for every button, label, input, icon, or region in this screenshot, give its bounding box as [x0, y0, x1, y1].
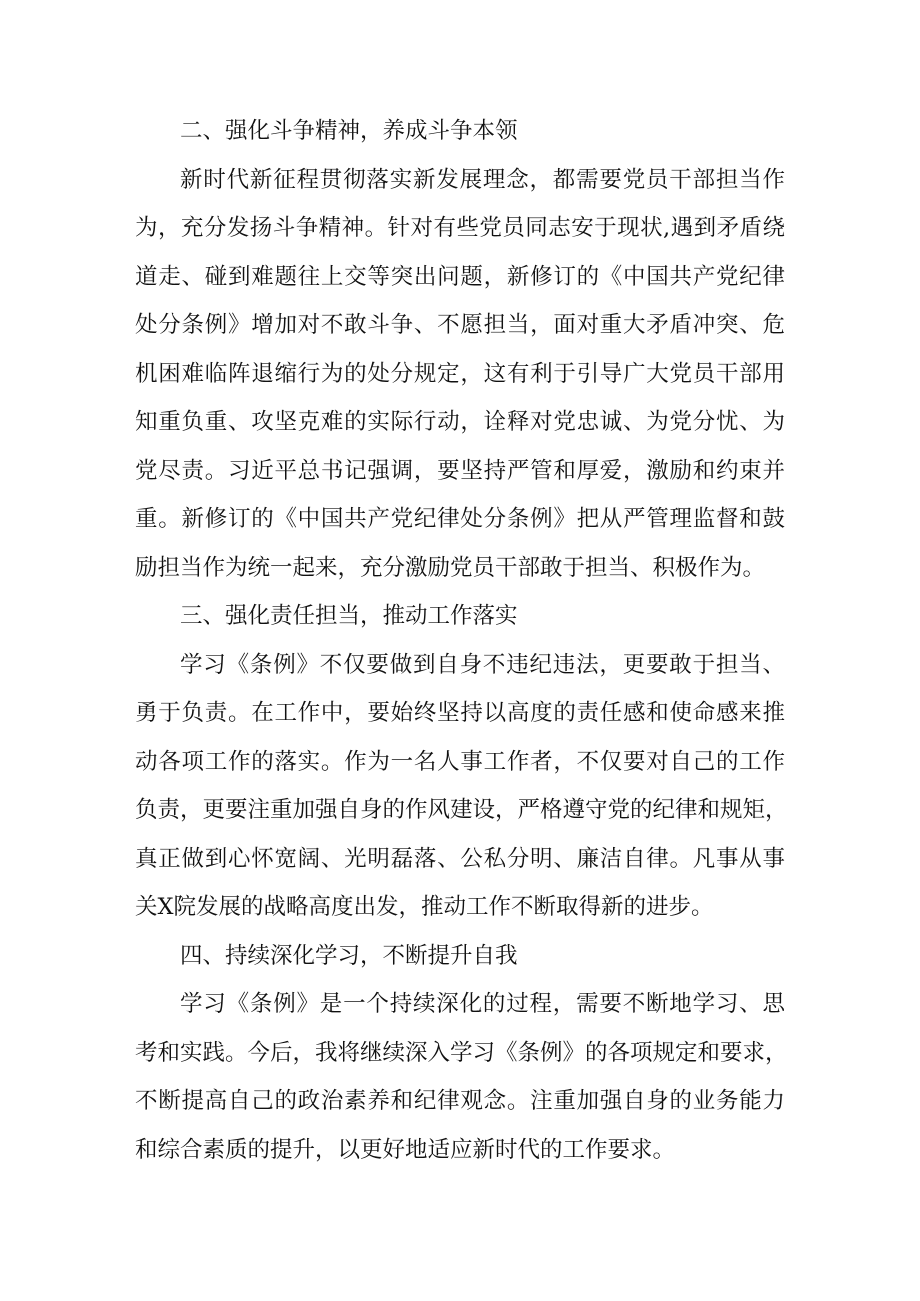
paragraph-line: 负责，更要注重加强自身的作风建设，严格遵守党的纪律和规矩， — [135, 797, 788, 823]
paragraph-line: 学习《条例》是一个持续深化的过程，需要不断地学习、思 — [180, 991, 785, 1017]
paragraph-line: 真正做到心怀宽阔、光明磊落、公私分明、廉洁自律。凡事从事 — [135, 845, 785, 872]
paragraph-line: 勇于负责。在工作中，要始终坚持以高度的责任感和使命感来推 — [135, 700, 785, 726]
paragraph-line: 为，充分发扬斗争精神。针对有些党员同志安于现状,遇到矛盾绕 — [135, 215, 785, 241]
paragraph-line: 道走、碰到难题往上交等突出问题，新修订的《中国共产党纪律 — [135, 263, 785, 290]
paragraph-line: 学习《条例》不仅要做到自身不违纪违法，更要敢于担当、 — [180, 651, 785, 678]
paragraph-line: 考和实践。今后，我将继续深入学习《条例》的各项规定和要求， — [135, 1039, 788, 1066]
paragraph-line: 处分条例》增加对不敢斗争、不愿担当，面对重大矛盾冲突、危 — [135, 312, 785, 338]
paragraph-line: 重。新修订的《中国共产党纪律处分条例》把从严管理监督和鼓 — [135, 506, 785, 532]
paragraph-line: 励担当作为统一起来，充分激励党员干部敢于担当、积极作为。 — [135, 554, 766, 581]
paragraph-line: 关X院发展的战略高度出发，推动工作不断取得新的进步。 — [135, 894, 714, 920]
paragraph-line: 动各项工作的落实。作为一名人事工作者，不仅要对自己的工作 — [135, 748, 785, 775]
paragraph-line: 和综合素质的提升，以更好地适应新时代的工作要求。 — [135, 1136, 676, 1163]
paragraph-line: 党尽责。习近平总书记强调，要坚持严管和厚爱，激励和约束并 — [135, 457, 785, 484]
document-body — [135, 107, 788, 1174]
section-heading: 二、强化斗争精神，养成斗争本领 — [180, 118, 518, 144]
paragraph-line: 不断提高自己的政治素养和纪律观念。注重加强自身的业务能力 — [135, 1088, 785, 1114]
paragraph-line: 知重负重、攻坚克难的实际行动，诠释对党忠诚、为党分忧、为 — [135, 409, 785, 435]
paragraph-line: 机困难临阵退缩行为的处分规定，这有利于引导广大党员干部用 — [135, 360, 785, 387]
section-heading: 四、持续深化学习，不断提升自我 — [180, 942, 518, 969]
paragraph-line: 新时代新征程贯彻落实新发展理念，都需要党员干部担当作 — [180, 166, 785, 193]
section-heading: 三、强化责任担当，推动工作落实 — [180, 603, 518, 629]
